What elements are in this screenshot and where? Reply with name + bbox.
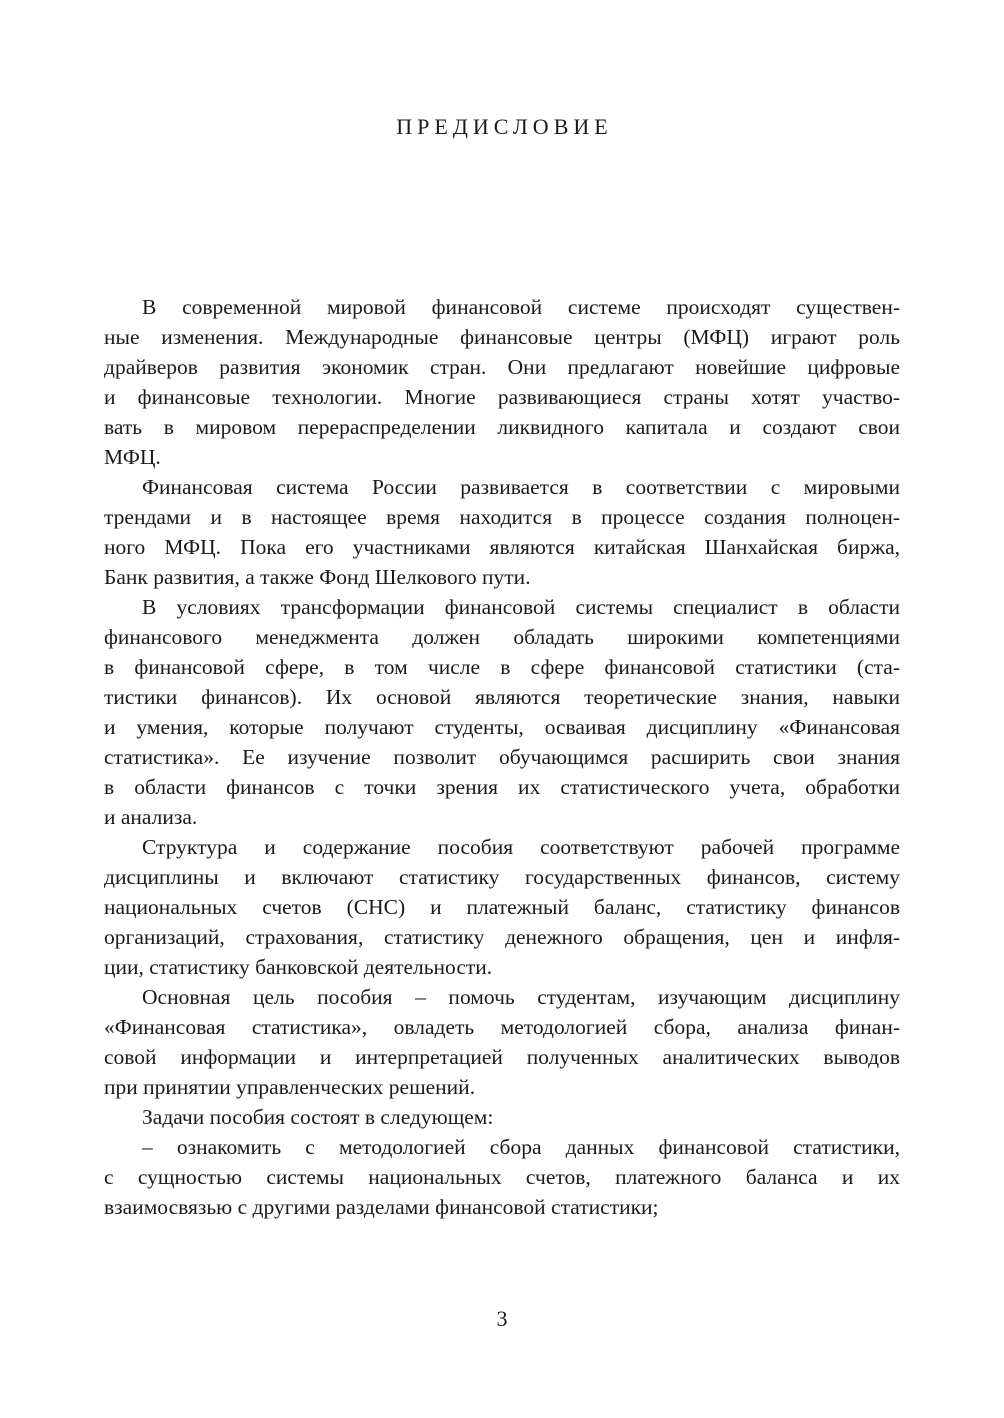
paragraph-6 (104, 1102, 900, 1132)
text-line: с сущностью системы национальных счетов, платежного баланса и их (104, 1165, 900, 1189)
text-line: Банк развития, а также Фонд Шелкового пути. (104, 565, 531, 589)
text-line: совой информации и интерпретацией полученных аналитических выводов (104, 1045, 900, 1069)
text-line: и анализа. (104, 805, 198, 829)
text-line: и умения, которые получают студенты, осваивая дисциплину «Финансовая (104, 715, 900, 739)
text-line: Задачи пособия состоят в следующем: (142, 1105, 494, 1129)
text-line: Основная цель пособия – помочь студентам, изучающим дисциплину (142, 985, 900, 1009)
paragraph-4 (104, 832, 900, 982)
text-line: Структура и содержание пособия соответствуют рабочей программе (142, 835, 900, 859)
page-title: ПРЕДИСЛОВИЕ (396, 114, 613, 139)
text-line: ные изменения. Международные финансовые центры (МФЦ) играют роль (104, 325, 900, 349)
paragraph-5 (104, 982, 900, 1102)
text-line: статистика». Ее изучение позволит обучающимся расширить свои знания (104, 745, 900, 769)
text-line: дисциплины и включают статистику государственных финансов, систему (104, 865, 900, 889)
paragraph-2 (104, 472, 900, 592)
text-line: В современной мировой финансовой системе происходят существен- (142, 295, 900, 319)
text-line: и финансовые технологии. Многие развивающиеся страны хотят участво- (104, 385, 900, 409)
paragraph-3 (104, 592, 900, 832)
text-line: национальных счетов (СНС) и платежный баланс, статистику финансов (104, 895, 900, 919)
paragraph-1 (104, 292, 900, 472)
page-number: 3 (496, 1306, 508, 1331)
body-text (104, 292, 900, 1222)
paragraph-7 (104, 1132, 900, 1222)
text-line: организаций, страхования, статистику денежного обращения, цен и инфля- (104, 925, 900, 949)
text-line: в финансовой сфере, в том числе в сфере финансовой статистики (ста- (104, 655, 900, 679)
text-line: – ознакомить с методологией сбора данных финансовой статистики, (142, 1135, 900, 1159)
text-line: драйверов развития экономик стран. Они предлагают новейшие цифровые (104, 355, 900, 379)
text-line: при принятии управленческих решений. (104, 1075, 476, 1099)
text-line: тистики финансов). Их основой являются теоретические знания, навыки (104, 685, 900, 709)
text-line: вать в мировом перераспределении ликвидного капитала и создают свои (104, 415, 900, 439)
text-line: в области финансов с точки зрения их статистического учета, обработки (104, 775, 900, 799)
text-line: взаимосвязью с другими разделами финансовой статистики; (104, 1195, 659, 1219)
text-line: Финансовая система России развивается в соответствии с мировыми (142, 475, 900, 499)
text-line: ции, статистику банковской деятельности. (104, 955, 493, 979)
text-line: «Финансовая статистика», овладеть методологией сбора, анализа финан- (104, 1015, 900, 1039)
text-line: МФЦ. (104, 445, 161, 469)
text-line: ного МФЦ. Пока его участниками являются китайская Шанхайская биржа, (104, 535, 900, 559)
text-line: трендами и в настоящее время находится в процессе создания полноцен- (104, 505, 900, 529)
text-line: финансового менеджмента должен обладать широкими компетенциями (104, 625, 900, 649)
text-line: В условиях трансформации финансовой системы специалист в области (142, 595, 900, 619)
